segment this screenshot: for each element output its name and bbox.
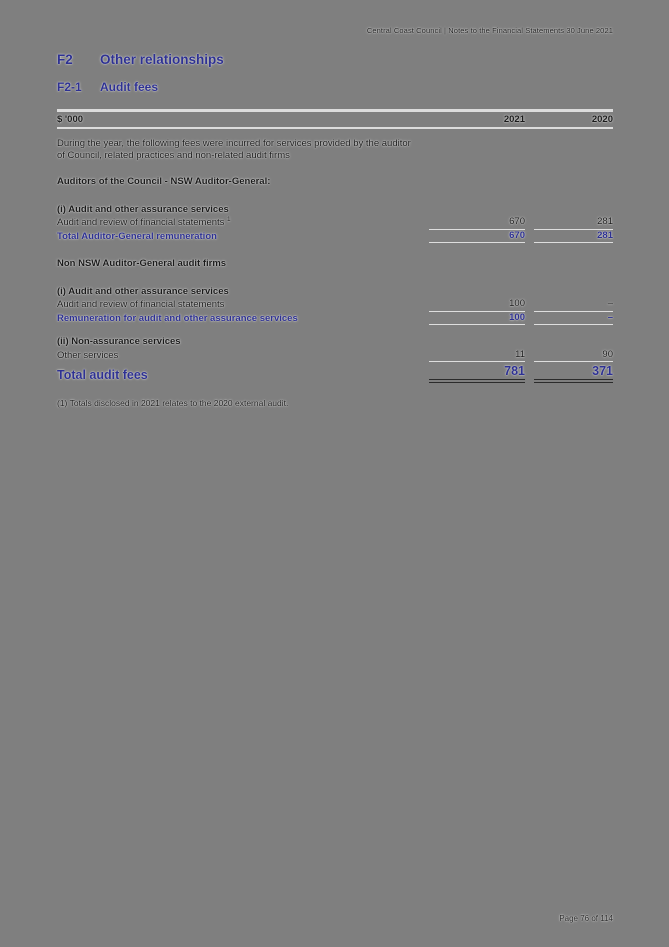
column-header-2020: 2020 — [591, 114, 613, 125]
value-2020: 281 — [534, 216, 613, 230]
column-header-2021: 2021 — [503, 114, 525, 125]
value-2020: 90 — [534, 349, 613, 363]
value-2021: 781 — [429, 364, 525, 383]
value-2020: – — [534, 312, 613, 326]
value-2021: 670 — [429, 230, 525, 244]
unit-label: $ '000 — [57, 114, 84, 125]
value-2020: – — [534, 298, 613, 312]
subtotal-row-auditor-general — [57, 230, 613, 244]
subheading-non-assurance: (ii) Non-assurance services — [57, 336, 181, 347]
group-heading-auditor-general: Auditors of the Council - NSW Auditor-General: — [57, 176, 271, 187]
row-label: Audit and review of financial statements — [57, 299, 225, 310]
value-2021: 100 — [429, 298, 525, 312]
intro-line-1: During the year, the following fees were incurred for services provided by the auditor — [57, 138, 411, 149]
value-2020: 371 — [534, 364, 613, 383]
page-number: Page 76 of 114 — [559, 914, 613, 923]
footnote-ref: 1 — [227, 215, 231, 223]
subtotal-row-other-firms — [57, 312, 613, 326]
row-label-text: Audit and review of financial statements — [57, 217, 225, 228]
subtotal-label: Remuneration for audit and other assurance services — [57, 312, 298, 324]
subheading-assurance-services-2: (i) Audit and other assurance services — [57, 285, 229, 297]
total-row-audit-fees — [57, 362, 613, 383]
row-label: Other services — [57, 349, 119, 361]
value-2021: 11 — [429, 349, 525, 363]
table-row — [57, 349, 613, 363]
footnote: (1) Totals disclosed in 2021 relates to the 2020 external audit. — [57, 398, 289, 408]
subtotal-label: Total Auditor-General remuneration — [57, 230, 217, 242]
value-2021: 100 — [429, 312, 525, 326]
value-2021: 670 — [429, 216, 525, 230]
section-title — [57, 52, 613, 67]
subsection-number: F2-1 — [57, 80, 82, 94]
value-2020: 281 — [534, 230, 613, 244]
section-title-text: Other relationships — [100, 52, 224, 67]
subsection-title-text: Audit fees — [100, 80, 159, 94]
total-label: Total audit fees — [57, 368, 148, 382]
document-header: Central Coast Council | Notes to the Financial Statements 30 June 2021 — [366, 26, 613, 35]
table-row — [57, 298, 613, 312]
table-row — [57, 216, 613, 230]
subsection-title — [57, 80, 613, 94]
row-label — [57, 217, 429, 230]
intro-line-2: of Council, related practices and non-related audit firms — [57, 149, 290, 161]
intro-paragraph — [57, 138, 613, 161]
subheading-assurance-services-1: (i) Audit and other assurance services — [57, 203, 229, 215]
section-number: F2 — [57, 52, 73, 67]
table-header-row — [57, 109, 613, 129]
group-heading-non-auditor-general: Non NSW Auditor-General audit firms — [57, 258, 227, 269]
